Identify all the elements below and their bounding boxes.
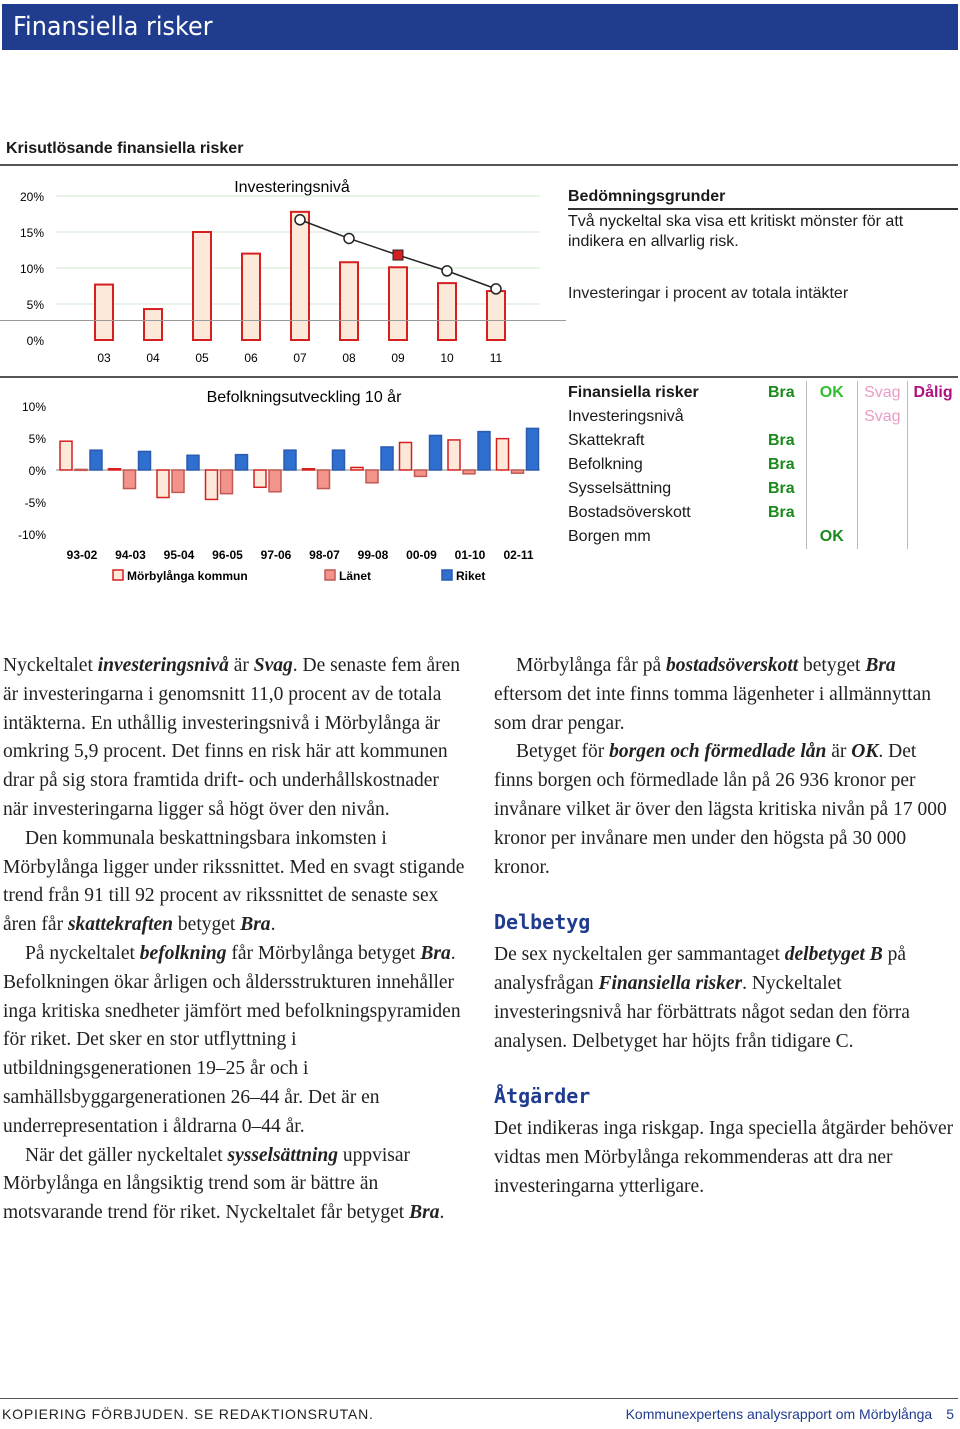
criteria-heading: Bedömningsgrunder [568, 188, 726, 205]
criteria-text: Två nyckeltal ska visa ett kritiskt mönster för att indikera en allvarlig risk. [568, 213, 904, 250]
x-tick-label: 97-06 [260, 548, 292, 562]
rating-name: Borgen mm [568, 528, 651, 545]
rating-bra: Bra [757, 429, 807, 453]
rating-ok: OK [807, 525, 857, 549]
x-tick-label: 95-04 [163, 548, 195, 562]
rating-dalig [908, 525, 958, 549]
bar-kommun [351, 467, 363, 470]
bar-riket [478, 432, 490, 470]
page-title: Finansiella risker [13, 12, 213, 42]
ratings-header-label: Finansiella risker [568, 384, 699, 401]
bar [193, 232, 211, 340]
page-title-bar [2, 4, 958, 50]
scale-ok: OK [807, 381, 857, 405]
bar [487, 291, 505, 340]
rating-dalig [908, 501, 958, 525]
rating-row [568, 501, 958, 525]
rating-name: Skattekraft [568, 432, 645, 449]
delbetyg-heading: Delbetyg [494, 910, 591, 935]
bar [144, 309, 162, 340]
rating-ok [807, 429, 857, 453]
legend-label: Länet [339, 569, 372, 583]
bar-lanet [221, 470, 233, 494]
bar [242, 254, 260, 340]
bar-lanet [512, 470, 524, 473]
rating-ok [807, 453, 857, 477]
bar-riket [333, 450, 345, 470]
bar-riket [527, 428, 539, 470]
bar-riket [90, 450, 102, 470]
bar-kommun [206, 470, 218, 499]
rating-name: Investeringsnivå [568, 408, 684, 425]
rating-bra: Bra [757, 453, 807, 477]
rating-row [568, 525, 958, 549]
body-left-column [3, 652, 467, 1228]
bar-kommun [400, 442, 412, 470]
rating-svag [857, 453, 908, 477]
paragraph: De sex nyckeltalen ger sammantaget delbetyget B på analysfrågan Finansiella risker. Nyckeltalet investeringsnivå har förbättrats något sedan den förra analysen. Delbetyget har höjts från tidigare C. [494, 944, 910, 1052]
rating-ok [807, 477, 857, 501]
section-label: Krisutlösande finansiella risker [6, 140, 244, 157]
x-tick-label: 96-05 [212, 548, 243, 562]
paragraph: När det gäller nyckeltalet sysselsättning uppvisar Mörbylånga en långsiktig trend som är bättre än motsvarande trend för riket. Nyckeltalet får betyget Bra. [3, 1144, 445, 1224]
bar-riket [284, 450, 296, 470]
bar-lanet [75, 469, 87, 470]
legend-swatch [113, 570, 123, 580]
rating-svag [857, 429, 908, 453]
rating-dalig [908, 477, 958, 501]
scale-bra: Bra [757, 381, 807, 405]
bar-lanet [463, 470, 475, 474]
rating-bra: Bra [757, 477, 807, 501]
chart-title: Befolkningsutveckling 10 år [206, 389, 402, 406]
rating-name: Bostadsöverskott [568, 504, 691, 521]
x-tick-label: 00-09 [406, 548, 437, 562]
paragraph: Mörbylånga får på bostadsöverskott betyget Bra eftersom det inte finns tomma lägenheter i allmännyttan som drar pengar. [494, 655, 931, 734]
bar-riket [381, 447, 393, 470]
trend-marker [491, 284, 501, 294]
y-tick-label: -10% [17, 528, 46, 542]
scale-dalig: Dålig [913, 384, 953, 401]
rating-svag [857, 477, 908, 501]
legend-swatch [442, 570, 452, 580]
chart-axis-rule [0, 320, 566, 321]
scale-svag: Svag [857, 381, 908, 405]
rating-dalig [908, 429, 958, 453]
y-tick-label: 10% [21, 400, 46, 414]
rating-svag: Svag [857, 405, 908, 429]
x-tick-label: 99-08 [357, 548, 389, 562]
rating-row [568, 405, 958, 429]
y-tick-label: 10% [19, 262, 44, 276]
bar-kommun [254, 470, 266, 487]
bar [340, 262, 358, 340]
y-tick-label: -5% [24, 496, 46, 510]
investment-chart [0, 168, 560, 378]
legend-label: Riket [456, 569, 486, 583]
section-divider [0, 164, 958, 166]
y-tick-label: 0% [28, 464, 46, 478]
x-tick-label: 94-03 [115, 548, 146, 562]
ratings-table [568, 381, 958, 549]
paragraph: Nyckeltalet investeringsnivå är Svag. De senaste fem åren är investeringarna i genomsnitt 11,0 procent av de totala intäkterna. En uthållig investeringsnivå i Mörbylånga är omkring 5,9 procent. Det finns en risk här att kommunen drar på sig stora framtida drift- och underhållskostnader när investeringarna ligger så högt över den nivån. [3, 655, 461, 820]
bar-lanet [318, 470, 330, 489]
x-tick-label: 11 [489, 351, 503, 365]
legend-label: Mörbylånga kommun [127, 569, 248, 583]
ratings-header-row [568, 381, 958, 405]
rating-dalig [908, 405, 958, 429]
bar-riket [139, 451, 151, 470]
bar [95, 285, 113, 340]
trend-marker [442, 266, 452, 276]
x-tick-label: 98-07 [309, 548, 340, 562]
rating-bra: Bra [757, 501, 807, 525]
x-tick-label: 08 [342, 351, 356, 365]
bar-kommun [303, 469, 315, 470]
criteria-divider [568, 208, 958, 210]
rating-bra [757, 405, 807, 429]
y-tick-label: 0% [26, 334, 44, 348]
y-tick-label: 15% [19, 226, 44, 240]
rating-svag [857, 525, 908, 549]
paragraph: Det indikeras inga riskgap. Inga speciella åtgärder behöver vidtas men Mörbylånga rekommenderas att dra ner investeringarna ytterligare. [494, 1118, 954, 1197]
x-tick-label: 04 [146, 351, 160, 365]
chart-title: Investeringsnivå [234, 179, 350, 196]
rating-name: Befolkning [568, 456, 643, 473]
bar-lanet [415, 470, 427, 476]
population-chart [0, 378, 560, 593]
criteria-box [568, 188, 958, 252]
bar-kommun [157, 470, 169, 498]
bar-lanet [366, 470, 378, 483]
bar-lanet [124, 470, 136, 489]
investment-caption: Investeringar i procent av totala intäkter [568, 285, 849, 302]
rating-svag [857, 501, 908, 525]
rating-ok [807, 405, 857, 429]
footer-report-title: Kommunexpertens analysrapport om Mörbylånga [625, 1406, 933, 1422]
y-tick-label: 5% [26, 298, 44, 312]
paragraph: På nyckeltalet befolkning får Mörbylånga betyget Bra. Befolkningen ökar årligen och åldersstrukturen innehåller inga kritiska snedheter jämfört med befolkningspyramiden för riket. Det sker en stor utflyttning i utbildningsgenerationen 19–25 år och i samhällsbyggargenerationen 26–44 år. Det är en underrepresentation i åldrarna 0–44 år. [3, 942, 461, 1137]
bar-kommun [448, 440, 460, 470]
trend-marker-highlight [393, 250, 403, 260]
trend-marker [295, 215, 305, 225]
x-tick-label: 06 [244, 351, 258, 365]
bar-kommun [497, 439, 509, 470]
y-tick-label: 20% [19, 190, 44, 204]
footer-info [626, 1406, 954, 1422]
rating-dalig [908, 453, 958, 477]
rating-bra [757, 525, 807, 549]
x-tick-label: 93-02 [66, 548, 98, 562]
paragraph: Betyget för borgen och förmedlade lån är OK. Det finns borgen och förmedlade lån på 26 936 kronor per invånare vilket är över den lägsta kritiska nivån på 17 000 kronor per invånare men under den högsta på 30 000 kronor. [494, 741, 947, 878]
bar-lanet [172, 470, 184, 492]
x-tick-label: 07 [293, 351, 307, 365]
page-number: 5 [946, 1406, 954, 1422]
footer-copyright: KOPIERING FÖRBJUDEN. SE REDAKTIONSRUTAN. [2, 1406, 374, 1422]
rating-name: Sysselsättning [568, 480, 672, 497]
paragraph: Den kommunala beskattningsbara inkomsten i Mörbylånga ligger under rikssnittet. Med en svagt stigande trend från 91 till 92 procent av rikssnittet de senaste sex åren får skattekraften betyget Bra. [3, 827, 465, 936]
rating-ok [807, 501, 857, 525]
rating-row [568, 453, 958, 477]
x-tick-label: 03 [97, 351, 111, 365]
x-tick-label: 05 [195, 351, 209, 365]
footer-divider [0, 1398, 958, 1399]
x-tick-label: 01-10 [454, 548, 486, 562]
x-tick-label: 10 [440, 351, 454, 365]
rating-row [568, 477, 958, 501]
y-tick-label: 5% [28, 432, 46, 446]
x-tick-label: 09 [391, 351, 405, 365]
legend-swatch [325, 570, 335, 580]
bar-kommun [109, 469, 121, 470]
rating-row [568, 429, 958, 453]
body-right-column [494, 652, 958, 1202]
trend-marker [344, 233, 354, 243]
bar [389, 267, 407, 340]
bar-riket [430, 435, 442, 470]
bar-riket [236, 455, 248, 470]
bar-lanet [269, 470, 281, 492]
bar [438, 283, 456, 340]
atgarder-heading: Åtgärder [494, 1084, 591, 1109]
bar-kommun [60, 441, 72, 470]
x-tick-label: 02-11 [503, 548, 534, 562]
bar-riket [187, 455, 199, 470]
